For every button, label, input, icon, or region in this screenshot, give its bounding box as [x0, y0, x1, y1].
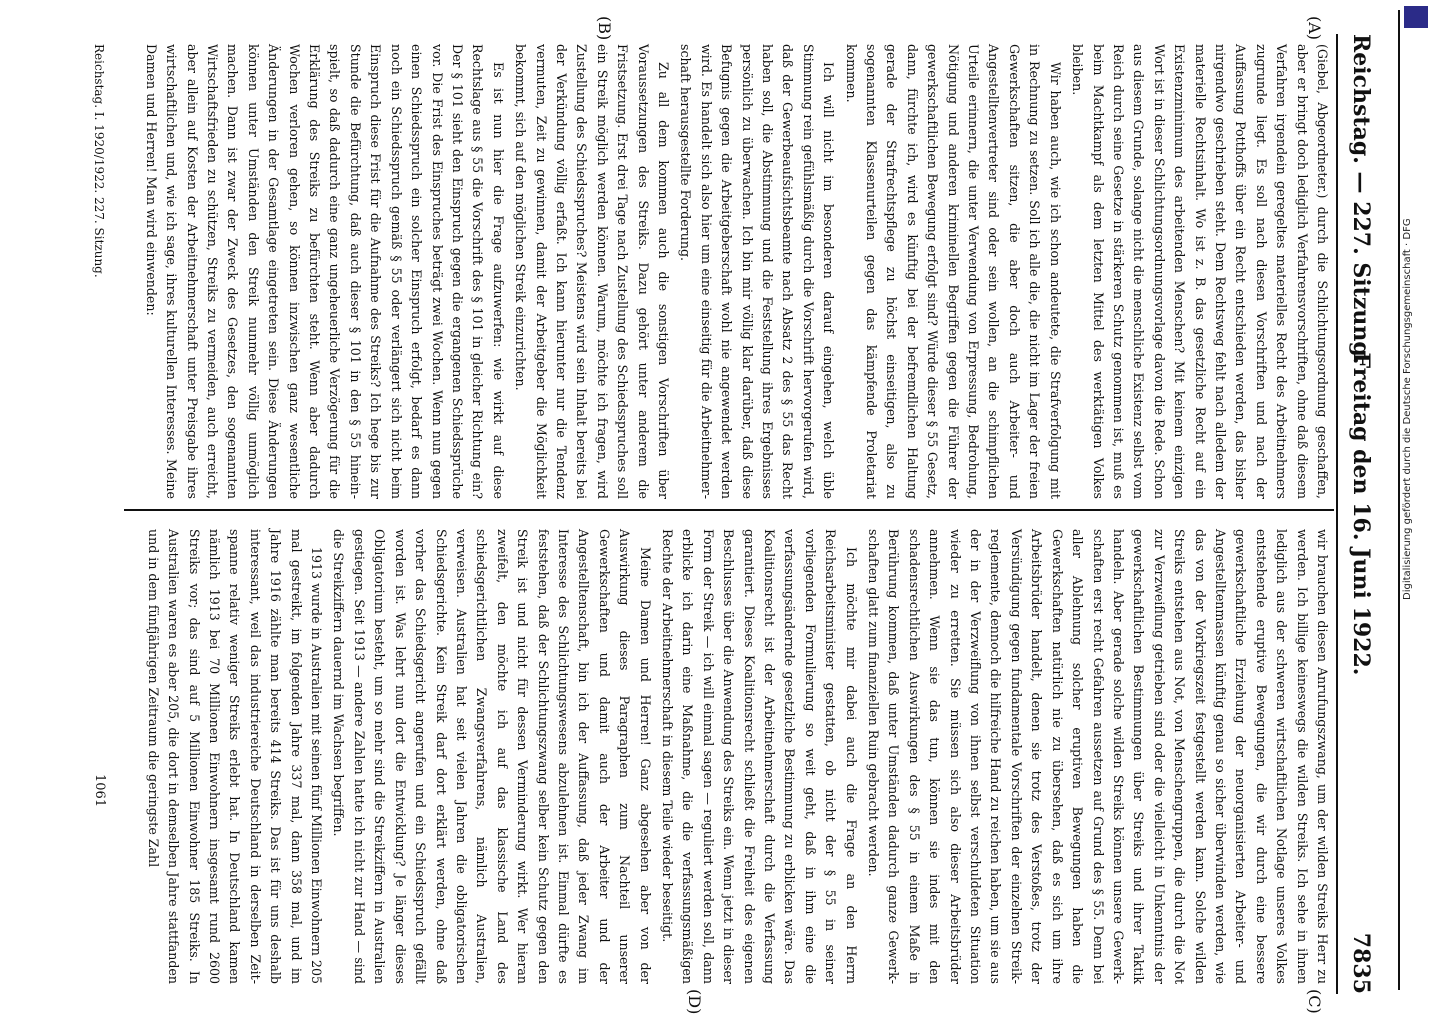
paragraph: wir brauchen diesen Anrufungszwang, um der wilden Streiks Herr zu werden. Ich billige keineswegs die wilden Streiks. Ich sehe in ihnen lediglich aus der schweren wirtschaftlichen Notlage unseres Volkes entstehende eruptive Bewegungen, die wir durch eine bessere gewerkschaftliche Erziehung der neuorganisierten Arbeiter- und Angestelltenmassen künftig genau so sicher überwinden werden, wie das von der Vorkriegszeit festgestellt werden kann. Solche wilden Streiks entstehen aus Not, von Menschengruppen, die durch die Not zur Verzweiflung getrieben sind oder die vielleicht in Unkenntnis der gewerkschaftlichen Bestimmungen über Streiks und ihrer Taktik handeln. Aber gerade solche wilden Streiks können unsere Gewerkschaften erst recht Gefahren aussetzen auf Grund des § 55. Denn bei aller Ablehnung solcher eruptiven Bewegungen haben die Gewerkschaften natürlich nie zu übersehen, daß es sich um ihre Arbeitsbrüder handelt, denen sie trotz des Verstoßes, trotz der Versündigung gegen fundamentale Vorschriften der einzelnen Streikreglemente, dennoch die hilfreiche Hand zu reichen haben, um sie aus der in der Verzweiflung von ihnen selbst verschuldeten Situation wieder zu erretten. Sie müssen sich also dieser Arbeitsbrüder annehmen. Wenn sie das tun, können sie indes mit den schadensrechtlichen Auswirkungen des § 55 in einem Maße in Berührung kommen, daß unter Umständen dadurch ganze Gewerkschaften glatt zum finanziellen Ruin gebracht werden.: [866, 529, 1330, 984]
paragraph: Zu all dem kommen auch die sonstigen Vorschriften über Voraussetzungen des Streiks. Dazu gehört unter anderem die Fristsetzung. Erst drei Tage nach Zustellung des Schiedsspruches soll ein Streik möglich werden können. Warum, möchte ich fragen, wird Zustellung des Schiedsspruches? Meistens wird sein Inhalt bereits bei der Verkündung völlig erfaßt. Ich kann hierunter nur die Tendenz vermuten, Zeit zu gewinnen, damit der Arbeitgeber die Möglichkeit bekommt, sich auf den möglichen Streik einzurichten.: [513, 44, 671, 499]
page-footer: Reichstag. I. 1920/1922. 227. Sitzung.: [92, 44, 106, 278]
footer-page-number: 1061: [92, 774, 107, 808]
paragraph: (Giebel, Abgeordneter.) durch die Schlichtungsordnung geschaffen, aber er bringt doch lediglich Verfahrensvorschriften, ohne daß diesem Verfahren irgendein geregeltes materielles Recht des Arbeitnehmers zugrunde liegt. Es soll nach diesen Vorschriften und nach der Auffassung Potthoffs über ein Recht entschieden werden, das bisher nirgendwo geschrieben steht. Dem Rechtsweg fehlt nach alledem der materielle Rechtsinhalt. Wo ist z. B. das gesetzliche Recht auf ein Existenzminimum des arbeitenden Menschen? Mit keinem einzigen Wort ist in dieser Schlichtungsordnungsvorlage davon die Rede. Schon aus diesem Grunde, solange nicht die menschliche Existenz selbst vom Reich durch seine Gesetze in stärkeren Schutz genommen ist, muß es beim Machtkampf als dem letzten Mittel des werktätigen Volkes bleiben.: [1070, 44, 1330, 499]
margin-marker-b: (B): [595, 16, 614, 41]
paragraph: Ich will nicht im besonderen darauf eingehen, welch üble Stimmung rein gefühlsmäßig durch die Vorschrift hervorgerufen wird, daß der Gewerbeaufsichtsbeamte nach Absatz 2 des § 55 das Recht haben soll, die Abstimmung und die Feststellung ihres Ergebnisses persönlich zu überwachen. Ich bin mir völlig klar darüber, daß diese Befugnis gegen die Arbeitgeberschaft wohl nie angewendet werden wird. Es handelt sich also hier um eine einseitig für die Arbeitnehmerschaft herausgestellte Forderung.: [678, 44, 837, 499]
column-divider: [124, 509, 1334, 511]
margin-marker-a: (A): [1305, 16, 1324, 41]
margin-marker-d: (D): [685, 989, 704, 1014]
sidebar-credit: Digitalisierung gefördert durch die Deutsche Forschungsgemeinschaft · DFG: [1402, 218, 1413, 600]
paragraph: Ich möchte mir dabei auch die Frage an den Herrn Reichsarbeitsminister gestatten, ob nicht der § 55 in seiner vorliegenden Formulierung so weit geht, daß in ihm eine die verfassungsändernde gesetzliche Bestimmung zu erblicken wäre. Das Koalitionsrecht ist der Arbeitnehmerschaft durch die Verfassung garantiert. Dieses Koalitionsrecht schließt die Freiheit des eigenen Beschlusses über die Anwendung des Streiks ein. Wenn jetzt in dieser Form der Streik — ich will einmal sagen — reguliert werden soll, dann erblicke ich darin eine Maßnahme, die die verfassungsmäßigen Rechte der Arbeitnehmerschaft in diesem Teile wieder beseitigt.: [660, 529, 859, 984]
header-session: Reichstag. — 227. Sitzung.: [1348, 34, 1374, 365]
header-date: Freitag den 16. Juni 1922.: [1348, 352, 1374, 676]
page-header: [1340, 34, 1374, 994]
newspaper-page: [84, 14, 1384, 1014]
header-rule: [1336, 34, 1338, 994]
text-column-left: [138, 44, 1332, 499]
paragraph: Wir haben auch, wie ich schon andeutete, die Strafverfolgung mit in Rechnung zu setzen. Soll ich alle die, die nicht im Lager der freien Gewerkschaften sitzen, die aber doch auch Arbeiter- und Angestelltenvertreter sind oder sein wollen, an die schimpflichen Urteile erinnern, die unter Verwendung von Erpressung, Bedrohung, Nötigung und anderen kriminellen Begriffen gegen die Führer der gewerkschaftlichen Bewegung erfolgt sind? Würde dieser § 55 Gesetz, dann, fürchte ich, wird es künftig bei der befremdlichen Haltung gerade der Strafrechtspflege zu höchst einseitigen, also zu sogenannten Klassenurteilen gegen das kämpfende Proletariat kommen.: [843, 44, 1063, 499]
dfg-logo-icon: [1404, 6, 1428, 28]
text-column-right: [140, 529, 1332, 984]
paragraph: Meine Damen und Herren! Ganz abgesehen aber von der Auswirkung dieses Paragraphen zum Nachteil unserer Gewerkschaften und damit auch der Arbeiter und der Angestelltenschaft, bin ich der Auffassung, daß jeder Zwang im Interesse des Schlichtungswesens abzulehnen ist. Einmal dürfte es feststehen, daß der Schlichtungszwang selber kein Schutz gegen den Streik ist und nicht für dessen Verminderung wirkt. Wer hieran zweifelt, den möchte ich auf das klassische Land des schiedsgerichtlichen Zwangsverfahrens, nämlich Australien, verweisen. Australien hat seit vielen Jahren die obligatorischen Schiedsgerichte. Kein Streik darf dort erklärt werden, ohne daß vorher das Schiedsgericht angerufen und ein Schiedsspruch gefällt worden ist. Was lehrt nun dort die Entwicklung? Je länger dieses Obligatorium besteht, um so mehr sind die Streikziffern in Australien gestiegen. Seit 1913 — andere Zahlen hatte ich nicht zur Hand — sind die Streikziffern dauernd im Wachsen begriffen.: [331, 529, 653, 984]
margin-marker-c: (C): [1305, 989, 1324, 1014]
header-page-number: 7835: [1348, 932, 1374, 994]
paragraph: Es ist nun hier die Frage aufzuwerfen: wie wirkt auf diese Rechtslage aus § 55 die Vorschrift des § 101 in gleicher Richtung ein? Der § 101 sieht den Einspruch gegen die ergangenen Schiedssprüche vor. Die Frist des Einspruches beträgt zwei Wochen. Wenn nun gegen einen Schiedsspruch ein solcher Einspruch erfolgt, bedarf es dann noch ein Schiedsspruch gemäß § 55 oder verlängert sich nicht beim Einspruch diese Frist für die Aufnahme des Streiks? Ich hege bis zur Stunde die Befürchtung, daß auch dieser § 101 in den § 55 hineinspielt, so daß dadurch eine ganz ungeheuerliche Verzögerung für die Erklärung des Streiks zu befürchten steht. Wenn aber dadurch Wochen verloren gehen, so können inzwischen ganz wesentliche Änderungen in der Gesamtlage eingetreten sein. Diese Änderungen können unter Umständen den Streik nunmehr völlig unmöglich machen. Dann ist zwar der Zweck des Gesetzes, den sogenannten Wirtschaftsfrieden zu schützen, Streiks zu vermeiden, auch erreicht, aber allein auf Kosten der Arbeitnehmerschaft unter Preisgabe ihres wirtschaftlichen und, wie ich sage, ihres kulturellen Interesses. Meine Damen und Herren! Man wird einwenden:: [143, 44, 506, 499]
paragraph: 1913 wurde in Australien mit seinen fünf Millionen Einwohnern 205 mal gestreikt, im folgenden Jahre 337 mal, dann 358 mal, und im Jahre 1916 zählte man bereits 414 Streiks. Das ist für uns deshalb interessant, weil das industriereiche Deutschland in derselben Zeitspanne relativ weniger Streiks erlebt hat. In Deutschland kamen nämlich 1913 bei 70 Millionen Einwohnern insgesamt rund 2600 Streiks vor; das sind auf 5 Millionen Einwohner 185 Streiks. In Australien waren es aber 205, die dort in demselben Jahre stattfanden und in dem fünfjährigen Zeitraum die geringste Zahl: [145, 529, 325, 984]
digitization-sidebar: [1400, 0, 1434, 1000]
